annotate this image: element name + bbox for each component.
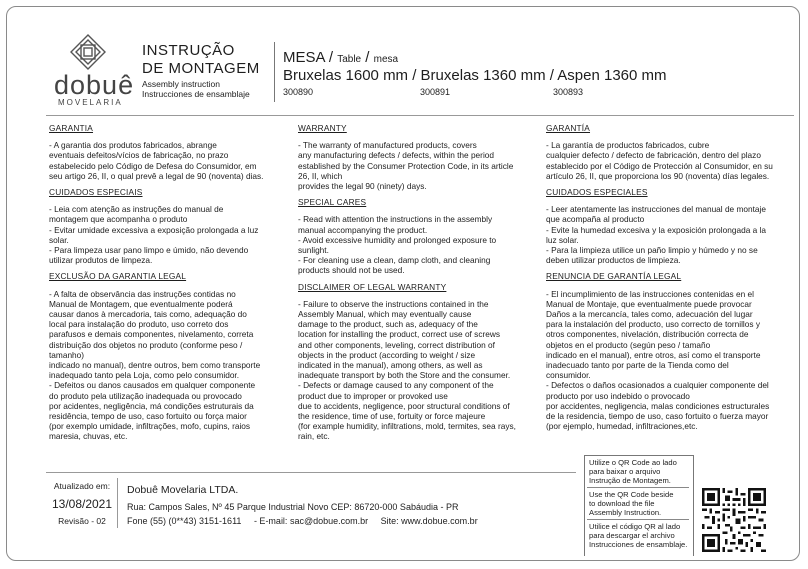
section-heading: GARANTÍA [546,123,591,133]
doc-title-line1: INSTRUÇÃO [142,42,235,59]
separator: / [324,49,338,66]
section-heading: EXCLUSÃO DA GARANTIA LEGAL [49,271,187,282]
updated-label: Atualizado em: [53,481,111,491]
product-models: Bruxelas 1600 mm / Bruxelas 1360 mm / Aspen 1360 mm [283,67,667,84]
product-code: 300893 [553,87,584,97]
company-name: Dobuê Movelaria LTDA. [127,484,239,496]
logo-mark-icon [68,34,108,70]
qr-text-divider [587,519,689,520]
section-heading: RENUNCIA DE GARANTÍA LEGAL [546,271,682,282]
qr-text-en: Use the QR Code beside to download the file Assembly Instruction. [589,490,674,517]
qr-code-icon[interactable] [702,488,766,552]
column-english [298,120,544,448]
section-heading: GARANTIA [49,123,94,133]
product-type [283,49,398,66]
product-type-es: mesa [373,54,399,65]
section-text: - El incumplimiento de las instrucciones contenidas en el Manual de Montaje, que eventualmente puede provocar Daños a la mercancía, tales como, adecuación del lugar para la instalación del producto, uso correcto de tornillos y otros componentes, nivelación, distribución correcta de objetos en el producto (según peso / tamaño indicado en el manual), entre otros, así como el transporte inadecuado tanto por parte de la Tienda como del consumidor. - Defectos o daños ocasionados a cualquier componente del producto por uso indebido o provocado por accidentes, negligencia, malas condiciones estructurales de la residencia, tiempo de uso, caso fortuito o fuerza mayor (por ejemplo, humedad, infiltraciones,etc. [546,288,770,432]
qr-text-pt: Utilize o QR Code ao lado para baixar o arquivo Instrução de Montagem. [589,458,677,485]
section-text: - A falta de observância das instruções contidas no Manual de Montagem, que eventualmente poderá causar danos à mercadoria, tais como, adequação do local para instalação do produto, uso correto dos parafusos e demais componentes, nivelamento, correta distribuição dos objetos no produto (conforme peso / tamanho) indicado no manual), dentre outros, bem como transporte inadequado tanto pela Loja, como pelo consumidor. - Defeitos ou danos causados em qualquer componente do produto pela utilização inadequada ou provocado por acidentes, negligência, má condições estruturais da residência, tempo de uso, caso fortuito ou força maior (por exemplo umidade, infiltrações, mofo, cupins, raios maresia, chuvas, etc. [49,288,261,442]
product-code: 300891 [420,87,451,97]
product-type-en: Table [337,54,362,65]
footer-divider [117,478,118,528]
product-code: 300890 [283,87,314,97]
qr-text-es: Utilice el código QR al lado para descargar el archivo Instrucciones de ensamblaje. [589,522,688,549]
updated-date: 13/08/2021 [51,497,113,511]
section-text: - Leia com atenção as instruções do manual de montagem que acompanha o produto - Evitar umidade excessiva a exposição prolongada a luz solar. - Para limpeza usar pano limpo e úmido, não devendo utilizar produtos de limpeza. [49,204,259,266]
site-link[interactable]: Site: www.dobue.com.br [380,516,478,526]
phone-text: Fone (55) (0**43) 3151-1611 [127,516,242,526]
column-spanish [546,120,794,437]
footer-rule [46,472,576,473]
section-text: - La garantía de productos fabricados, cubre cualquier defecto / defecto de fabricación, dentro del plazo establecido por el Código de Protección al Consumidor, en su artículo 26, II, que proporciona los 90 (noventa) días legales. [546,140,773,181]
column-portuguese [49,120,295,448]
qr-text-divider [587,487,689,488]
section-text: - A garantia dos produtos fabricados, abrange eventuais defeitos/vícios de fabricação, no prazo estabelecido pelo Código de Defesa do Consumidor, em seu artigo 26, II, o qual prevê a legal de 90 (noventa) dias. [49,140,264,181]
separator: / [361,49,374,66]
company-address: Rua: Campos Sales, Nº 45 Parque Industrial Novo CEP: 86720-000 Sabáudia - PR [127,502,459,512]
doc-title-line2: DE MONTAGEM [142,60,260,77]
section-heading: CUIDADOS ESPECIAIS [49,187,143,198]
header-divider [274,42,275,102]
section-text: - Failure to observe the instructions contained in the Assembly Manual, which may eventually cause damage to the product, such as, adequacy of the location for installing the product, correct use of screws and other components, leveling, correct distribution of objects in the product (according to weight / size indicated in the manual), among others, as well as inadequate transport by both the Store and the consumer. - Defects or damage caused to any component of the product due to improper or provoked use due to accidents, negligence, poor structural conditions of the residence, time of use, fortuity or force majeure (for example humidity, infiltrations, mold, termites, sea rays, rain, etc. [298,298,516,442]
section-text: - Leer atentamente las instrucciones del manual de montaje que acompaña al producto - Evite la humedad excesiva y la exposición prolongada a la luz solar. - Para la limpieza utilice un paño limpio y húmedo y no se deben utilizar productos de limpieza. [546,204,766,266]
header-rule [46,115,794,116]
revision-label: Revisão - 02 [58,516,106,526]
doc-title-en: Assembly instruction [142,79,220,89]
section-heading: CUIDADOS ESPECIALES [546,187,648,198]
section-heading: DISCLAIMER OF LEGAL WARRANTY [298,281,447,292]
product-type-pt: MESA [283,49,325,66]
brand-logo [50,34,142,110]
email-link[interactable]: - E-mail: sac@dobue.com.br [253,516,369,526]
brand-subtitle: MOVELARIA [58,98,123,107]
brand-name: dobuê [54,70,135,100]
doc-title-es: Instrucciones de ensamblaje [142,89,250,99]
company-contact [127,516,488,526]
section-heading: WARRANTY [298,123,347,133]
section-heading: SPECIAL CARES [298,197,367,208]
section-text: - Read with attention the instructions in the assembly manual accompanying the product. - Avoid excessive humidity and prolonged exposure to sunlight. - For cleaning use a clean, damp cloth, and cleaning products should not be used. [298,214,497,276]
section-text: - The warranty of manufactured products, covers any manufacturing defects / defects, within the period established by the Consumer Protection Code, in its article 26, II, which provides the legal 90 (ninety) days. [298,140,514,192]
